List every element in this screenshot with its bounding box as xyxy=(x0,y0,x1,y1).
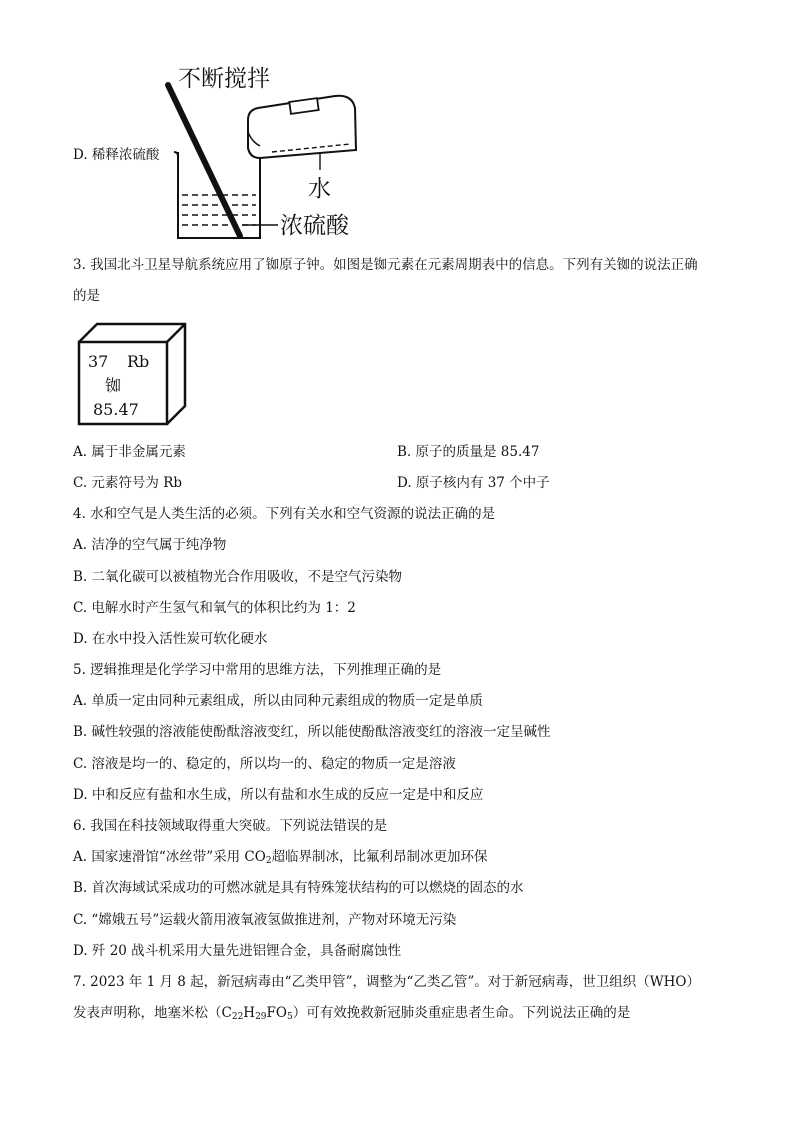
label-water: 水 xyxy=(308,176,331,202)
q2-option-d: D. 稀释浓硫酸 xyxy=(73,147,160,163)
q7-stem-line2: 发表声明称，地塞米松$(C_{22}H_{29}FO_5)$可有效挽救新冠肺炎重症患者生命。下列说法正确的是 xyxy=(73,1005,631,1022)
q5-option-c: C. 溶液是均一的、稳定的，所以均一的、稳定的物质一定是溶液 xyxy=(73,756,456,772)
q7-stem-line1: 7. 2023 年 1 月 8 起，新冠病毒由“乙类甲管”，调整为“乙类乙管”。对于新冠病毒，世卫组织（WHO） xyxy=(73,974,700,990)
periodic-table-cell xyxy=(77,322,189,426)
water-bottle xyxy=(248,96,356,158)
atomic-number: 37 xyxy=(88,352,109,371)
q3-option-d: D. 原子核内有 37 个中子 xyxy=(397,475,550,491)
q3-stem-line2: 的是 xyxy=(73,288,100,304)
acid-liquid xyxy=(182,195,256,225)
element-symbol: Rb xyxy=(127,352,150,371)
q4-option-a: A. 洁净的空气属于纯净物 xyxy=(73,537,227,553)
q3-option-a: A. 属于非金属元素 xyxy=(73,444,186,460)
q3-option-c: C. 元素符号为 Rb xyxy=(73,475,183,491)
q4-option-b: B. 二氧化碳可以被植物光合作用吸收，不是空气污染物 xyxy=(73,569,403,585)
q5-option-b: B. 碱性较强的溶液能使酚酞溶液变红，所以能使酚酞溶液变红的溶液一定呈碱性 xyxy=(73,724,551,740)
q6-stem: 6. 我国在科技领域取得重大突破。下列说法错误的是 xyxy=(73,818,388,834)
q3-stem-line1: 3. 我国北斗卫星导航系统应用了铷原子钟。如图是铷元素在元素周期表中的信息。下列有关铷的说法正确 xyxy=(73,257,698,273)
q6-option-d: D. 歼 20 战斗机采用大量先进铝锂合金，具备耐腐蚀性 xyxy=(73,943,402,959)
q4-option-c: C. 电解水时产生氢气和氧气的体积比约为 1：2 xyxy=(73,600,356,616)
q4-option-d: D. 在水中投入活性炭可软化硬水 xyxy=(73,631,268,647)
label-keep-stirring: 不断搅拌 xyxy=(178,66,270,92)
q5-option-a: A. 单质一定由同种元素组成，所以由同种元素组成的物质一定是单质 xyxy=(73,693,483,709)
atomic-mass: 85.47 xyxy=(93,400,139,419)
q6-option-b: B. 首次海域试采成功的可燃冰就是具有特殊笼状结构的可以燃烧的固态的水 xyxy=(73,880,524,896)
q6-option-c: C. “嫦娥五号”运载火箭用液氧液氢做推进剂，产物对环境无污染 xyxy=(73,912,457,928)
q3-option-b: B. 原子的质量是 85.47 xyxy=(397,444,540,460)
element-name: 铷 xyxy=(105,376,122,395)
dilution-apparatus-figure xyxy=(160,60,400,240)
q4-stem: 4. 水和空气是人类生活的必须。下列有关水和空气资源的说法正确的是 xyxy=(73,506,496,522)
q6-option-a: A. 国家速滑馆“冰丝带”采用 $CO_2$超临界制冰，比氟利昂制冰更加环保 xyxy=(73,849,488,866)
q5-stem: 5. 逻辑推理是化学学习中常用的思维方法，下列推理正确的是 xyxy=(73,662,442,678)
q5-option-d: D. 中和反应有盐和水生成，所以有盐和水生成的反应一定是中和反应 xyxy=(73,787,484,803)
label-concentrated-acid: 浓硫酸 xyxy=(280,213,349,239)
